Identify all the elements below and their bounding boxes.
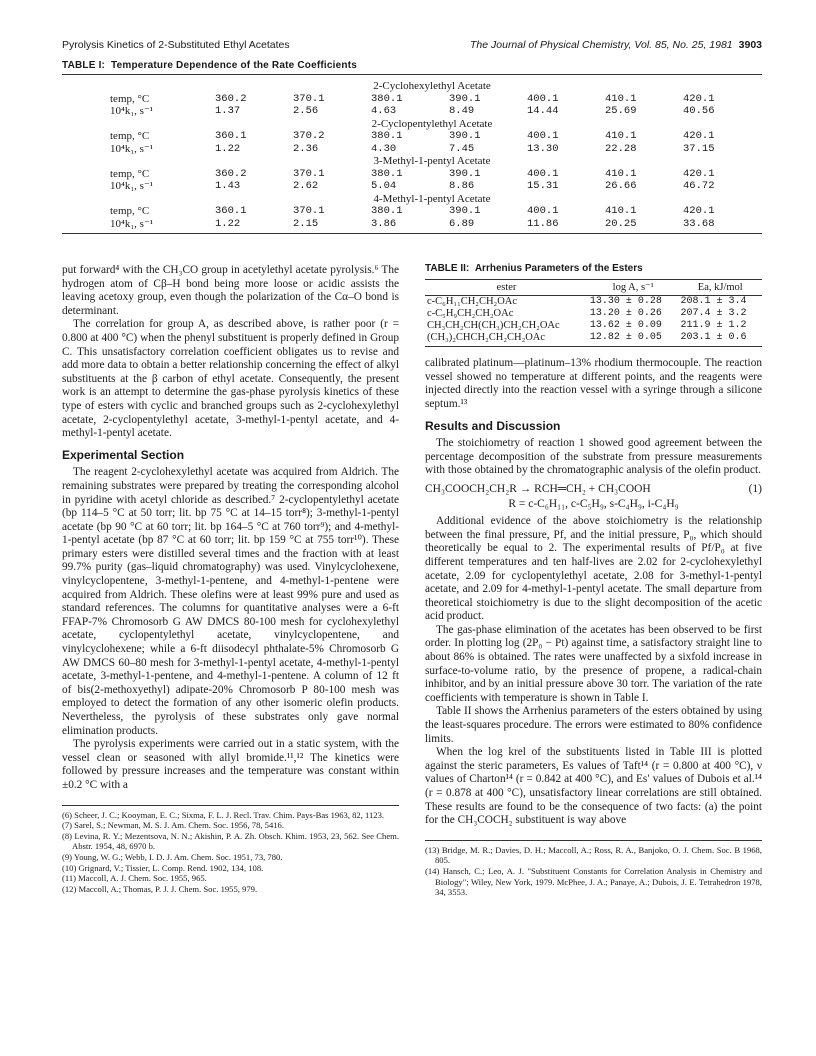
row-label: 10⁴k₁, s⁻¹ — [110, 142, 154, 155]
table-cell: 410.1 — [605, 167, 637, 180]
table-cell: 1.22 — [215, 142, 241, 155]
table-cell: 370.1 — [293, 167, 325, 180]
table-cell: 7.45 — [449, 142, 475, 155]
table-cell: 390.1 — [449, 205, 481, 217]
paragraph: put forward⁴ with the CH₃CO group in acetylethyl acetate pyrolysis.⁶ The hydrogen atom of Cβ–H bond being more loose or acidic assists the leaving acetoxy group, even though the polarization of the Cα–O bond is determinant. — [62, 264, 399, 317]
paragraph: The pyrolysis experiments were carried out in a static system, with the vessel clean or seasoned with allyl bromide.¹¹,¹² The kinetics were followed by pressure increases and the temperature was constant within ±0.2 °C with a — [62, 738, 399, 791]
row-label: temp, °C — [110, 167, 150, 180]
left-column — [62, 264, 399, 898]
table1-title: Temperature Dependence of the Rate Coefficients — [111, 60, 357, 71]
table-cell: 380.1 — [371, 130, 403, 142]
page-top — [62, 38, 762, 234]
paragraph: Table II shows the Arrhenius parameters of the esters obtained by using the least-squares procedure. The errors were estimated to 80% confidence limits. — [425, 705, 762, 745]
page-number: 3903 — [738, 39, 762, 51]
paragraph: The correlation for group A, as described above, is rather poor (r = 0.800 at 400 °C) when the phenyl substituent is properly defined in Group C. This unsatisfactory correlation coefficient obligates us to revise and add more data to obtain a better relationship concerning the effect of alkyl substituents at the β carbon of ethyl acetate. Consequently, the present work is an attempt to determine the gas-phase pyrolysis kinetics of these type of esters with cyclic and branched groups such as 2-cyclohexylethyl acetate, 2-cyclopentylethyl acetate, 3-methyl-1-pentyl acetate, and 4-methyl-1-pentyl acetate. — [62, 318, 399, 440]
footnote: (11) Maccoll, A. J. Chem. Soc. 1955, 965. — [62, 873, 207, 884]
table-cell: 420.1 — [683, 167, 715, 180]
footnote: (7) Sarel, S.; Newman, M. S. J. Am. Chem. Soc. 1956, 78, 5416. — [62, 820, 284, 831]
table-cell: 370.2 — [293, 130, 325, 142]
footnote: (10) Grignard, V.; Tissier, L. Comp. Rend. 1902, 134, 108. — [62, 862, 264, 873]
table-row — [425, 296, 762, 309]
table-cell: 13.30 ± 0.28 — [589, 296, 662, 308]
paragraph: The reagent 2-cyclohexylethyl acetate was acquired from Aldrich. The remaining substrates were prepared by treating the corresponding alcohol in pyridine with acetyl chloride as described.⁷ 2-cyclopentylethyl acetate (bp 114–5 °C at 50 torr; lit. bp 75 °C at 14–15 torr⁸); 3-methyl-1-pentyl acetate (bp 90 °C at 60 torr; lit. bp 164–5 °C at 760 torr⁹); and 4-methyl-1-pentyl acetate (bp 87 °C at 60 torr; lit. bp 159 °C at 755 torr¹⁰). These primary esters were distilled several times and the fraction with at least 99.7% purity (gas–liquid chromatography) was used. Vinylcyclohexene, vinylcyclopentene, 3-methyl-1-pentene, and 4-methyl-1-pentene were acquired from Aldrich. These olefins were at least 99% pure and used as standard references. The columns for quantitative analyses were a 6-ft FFAP-7% Chromosorb G AW DMCS 80-100 mesh for cyclohexylethyl acetate, cyclopentylethyl acetate, vinylcyclopentene, and vinylcyclohexene; while a 6-ft diisodecyl phthalate-5% Chromosorb G AW DMCS 60–80 mesh for 3-methyl-1-pentyl acetate, 4-methyl-1-pentyl acetate, 3-methyl-1-pentene, and 4-methyl-1-pentene. A column of 12 ft of bis(2-methoxyethyl) adipate-20% Chromosorb P 80-100 mesh was employed to detect the formation of any other isomeric olefin products. Nevertheless, the pyrolysis of these substrates only gave normal elimination products. — [62, 466, 399, 737]
table1-section-title: 2-Cyclopentylethyl Acetate — [371, 117, 493, 130]
table-cell: 37.15 — [683, 142, 715, 155]
row-label: 10⁴k₁, s⁻¹ — [110, 217, 154, 230]
table-cell: 2.62 — [293, 180, 319, 192]
table-cell: 203.1 ± 0.6 — [679, 332, 762, 347]
table-cell: 410.1 — [605, 130, 637, 142]
equation-text: CH₃COOCH₂CH₂R → RCH═CH₂ + CH₃COOH — [425, 482, 651, 495]
table-row — [62, 168, 762, 181]
table-cell: 380.1 — [371, 205, 403, 217]
row-label: 10⁴k₁, s⁻¹ — [110, 180, 154, 192]
footnote: (6) Scheer, J. C.; Kooyman, E. C.; Sixma, F. L. J. Recl. Trav. Chim. Pays-Bas 1963, 82, 1123. — [62, 809, 385, 820]
footnote: (14) Hansch, C.; Leo, A. J. "Substituent Constants for Correlation Analysis in Chemistry and Biology"; Wiley, New York, 1979. McPhee, J. A.; Panaye, A.; Dubois, J. E. Tetrahedron 1978, 34, 3553. — [425, 865, 762, 898]
table-cell: 208.1 ± 3.4 — [680, 296, 747, 308]
table-cell: 360.1 — [215, 205, 247, 217]
table-row — [62, 143, 762, 156]
footnote: (13) Bridge, M. R.; Davies, D. H.; Maccoll, A.; Ross, R. A., Banjoko, O. J. Chem. Soc. B 1968, 805. — [425, 844, 762, 866]
paragraph: When the log krel of the substituents listed in Table III is plotted against the steric parameters, Es values of Taft¹⁴ (r = 0.800 at 400 °C), ν values of Charton¹⁴ (r = 0.842 at 400 °C), and Es′ values of Dubois et al.¹⁴ (r = 0.878 at 400 °C), unsatisfactory linear correlations are still obtained. These results are found to be the consequence of two facts: (a) the point for the CH₃COCH₂ substituent is way above — [425, 746, 762, 827]
table2-header-ester: ester — [425, 279, 588, 296]
paragraph: Additional evidence of the above stoichiometry is the relationship between the final pressure, Pf, and the initial pressure, P₀, which should theoretically be equal to 2. The experimental results of Pf/P₀ at five different temperatures and ten half-lives are 2.02 for 2-cyclohexylethyl acetate, 2.09 for cyclopentylethyl acetate, 2.08 for 3-methyl-1-pentyl acetate, and 2.09 for 4-methyl-1-pentyl acetate. The small departure from theoretical stoichiometry is due to the slight decomposition of the acetic acid product. — [425, 515, 762, 623]
running-header — [62, 38, 762, 52]
row-label: temp, °C — [110, 205, 150, 217]
journal-citation: The Journal of Physical Chemistry, Vol. 85, No. 25, 1981 — [470, 39, 733, 51]
table-row — [425, 320, 762, 332]
table-cell: 400.1 — [527, 167, 559, 180]
section-heading-results: Results and Discussion — [425, 418, 561, 433]
table1-top-rule — [62, 74, 762, 75]
table-cell: 33.68 — [683, 217, 715, 230]
table-cell: 3.86 — [371, 217, 397, 230]
table-cell: 4.30 — [371, 142, 397, 155]
table-cell: 8.86 — [449, 180, 475, 192]
table2-label: TABLE II: — [425, 263, 470, 274]
table-cell: c-C₆H₁₁CH₂CH₂OAc — [427, 296, 518, 308]
table-cell: 20.25 — [605, 217, 637, 230]
table1-section-title: 3-Methyl-1-pentyl Acetate — [373, 155, 491, 167]
table-cell: 360.2 — [215, 167, 247, 180]
table-cell: 15.31 — [527, 180, 559, 192]
footnotes-left — [62, 805, 399, 895]
table1-bottom-rule — [62, 233, 762, 234]
table-cell: 2.36 — [293, 142, 319, 155]
row-label: temp, °C — [110, 92, 150, 105]
equation-number: (1) — [748, 482, 762, 495]
table-cell: 410.1 — [605, 205, 637, 217]
body-columns — [62, 264, 762, 898]
table-row — [62, 130, 762, 143]
table-cell: 360.1 — [215, 130, 247, 142]
table-cell: 13.20 ± 0.26 — [589, 308, 662, 320]
table-cell: 13.30 — [527, 142, 559, 155]
table-cell: 410.1 — [605, 92, 637, 105]
table2 — [425, 279, 762, 348]
table-cell: 46.72 — [683, 180, 715, 192]
table2-header-loga: log A, s⁻¹ — [588, 279, 679, 296]
table-cell: 400.1 — [527, 130, 559, 142]
table-cell: 370.1 — [293, 92, 325, 105]
table-row — [62, 180, 762, 193]
table-cell: 390.1 — [449, 130, 481, 142]
paragraph: The gas-phase elimination of the acetates has been observed to be first order. In plotting log (2P₀ − Pt) against time, a satisfactory straight line to about 86% is obtained. The rates were unaffected by a sixfold increase in surface-to-volume ratio, by the presence of propene, a radical-chain inhibitor, and by an initial pressure above 30 torr. The variation of the rate coefficients with temperature is shown in Table I. — [425, 623, 762, 704]
table-cell: 380.1 — [371, 167, 403, 180]
table-cell: c-C₅H₉CH₂CH₂OAc — [427, 308, 514, 320]
table-cell: 26.66 — [605, 180, 637, 192]
table-row — [62, 218, 762, 231]
section-heading-experimental: Experimental Section — [62, 447, 185, 462]
header-title: Pyrolysis Kinetics of 2-Substituted Ethyl Acetates — [62, 39, 290, 51]
paragraph: The stoichiometry of reaction 1 showed good agreement between the percentage decomposition of the substrate from pressure measurements with those obtained by the chromatographic analysis of the olefin product. — [425, 437, 762, 477]
row-label: 10⁴k₁, s⁻¹ — [110, 105, 154, 117]
table-cell: 370.1 — [293, 205, 325, 217]
table-cell: 390.1 — [449, 92, 481, 105]
table-cell: 360.2 — [215, 92, 247, 105]
table-cell: 13.62 ± 0.09 — [589, 320, 662, 332]
table-cell: 420.1 — [683, 205, 715, 217]
table-cell: 8.49 — [449, 105, 475, 117]
table-row — [62, 105, 762, 118]
table-cell: 14.44 — [527, 105, 559, 117]
table-cell: 400.1 — [527, 205, 559, 217]
table1-label: TABLE I: — [62, 60, 106, 71]
table-cell: 5.04 — [371, 180, 397, 192]
table-row — [62, 205, 762, 218]
table-cell: 22.28 — [605, 142, 637, 155]
table-row — [425, 332, 762, 347]
table-cell: 1.22 — [215, 217, 241, 230]
table-cell: 25.69 — [605, 105, 637, 117]
table1 — [62, 78, 762, 233]
table1-caption — [62, 60, 762, 71]
footnote: (12) Maccoll, A.; Thomas, P. J. J. Chem. Soc. 1955, 979. — [62, 883, 258, 894]
table-row — [62, 93, 762, 106]
paragraph: calibrated platinum—platinum–13% rhodium thermocouple. The reaction vessel showed no temperature at different points, and the reagents were injected directly into the reaction vessel with a syringe through a silicone septum.¹³ — [425, 357, 762, 410]
table1-section-title: 2-Cyclohexylethyl Acetate — [373, 80, 491, 92]
equation-1 — [425, 483, 762, 497]
table-cell: 6.89 — [449, 217, 475, 230]
row-label: temp, °C — [110, 130, 150, 142]
table-cell: 40.56 — [683, 105, 715, 117]
table-cell: 420.1 — [683, 130, 715, 142]
table-cell: 420.1 — [683, 92, 715, 105]
footnote: (9) Young, W. G.; Webb, I. D. J. Am. Chem. Soc. 1951, 73, 780. — [62, 851, 283, 862]
table-row — [425, 308, 762, 320]
table2-caption — [425, 262, 762, 276]
table-cell: CH₃CH₂CH(CH₃)CH₂CH₂OAc — [427, 320, 560, 332]
table-cell: 4.63 — [371, 105, 397, 117]
equation-substituents: R = c-C₆H₁₁, c-C₅H₉, s-C₄H₉, i-C₄H₉ — [508, 497, 679, 510]
table-cell: 380.1 — [371, 92, 403, 105]
table2-title: Arrhenius Parameters of the Esters — [474, 263, 643, 274]
footnotes-right — [425, 840, 762, 898]
table1-section-title: 4-Methyl-1-pentyl Acetate — [373, 192, 491, 205]
right-column — [425, 264, 762, 898]
table-cell: 2.15 — [293, 217, 319, 230]
table-cell: 1.37 — [215, 105, 241, 117]
table-cell: 1.43 — [215, 180, 241, 192]
table-cell: 400.1 — [527, 92, 559, 105]
footnote: (8) Levina, R. Y.; Mezentsova, N. N.; Akishin, P. A. Zh. Obsch. Khim. 1953, 23, 562. See Chem. Abstr. 1954, 48, 6970 b. — [62, 830, 399, 852]
table-cell: 390.1 — [449, 167, 481, 180]
table-cell: (CH₃)₂CHCH₂CH₂CH₂OAc — [425, 332, 588, 347]
header-journal — [470, 38, 762, 52]
table-cell: 2.56 — [293, 105, 319, 117]
table-cell: 211.9 ± 1.2 — [680, 320, 747, 332]
table-cell: 12.82 ± 0.05 — [588, 332, 679, 347]
table2-header-ea: Ea, kJ/mol — [679, 279, 762, 296]
table-cell: 11.86 — [527, 217, 559, 230]
table-cell: 207.4 ± 3.2 — [680, 308, 747, 320]
